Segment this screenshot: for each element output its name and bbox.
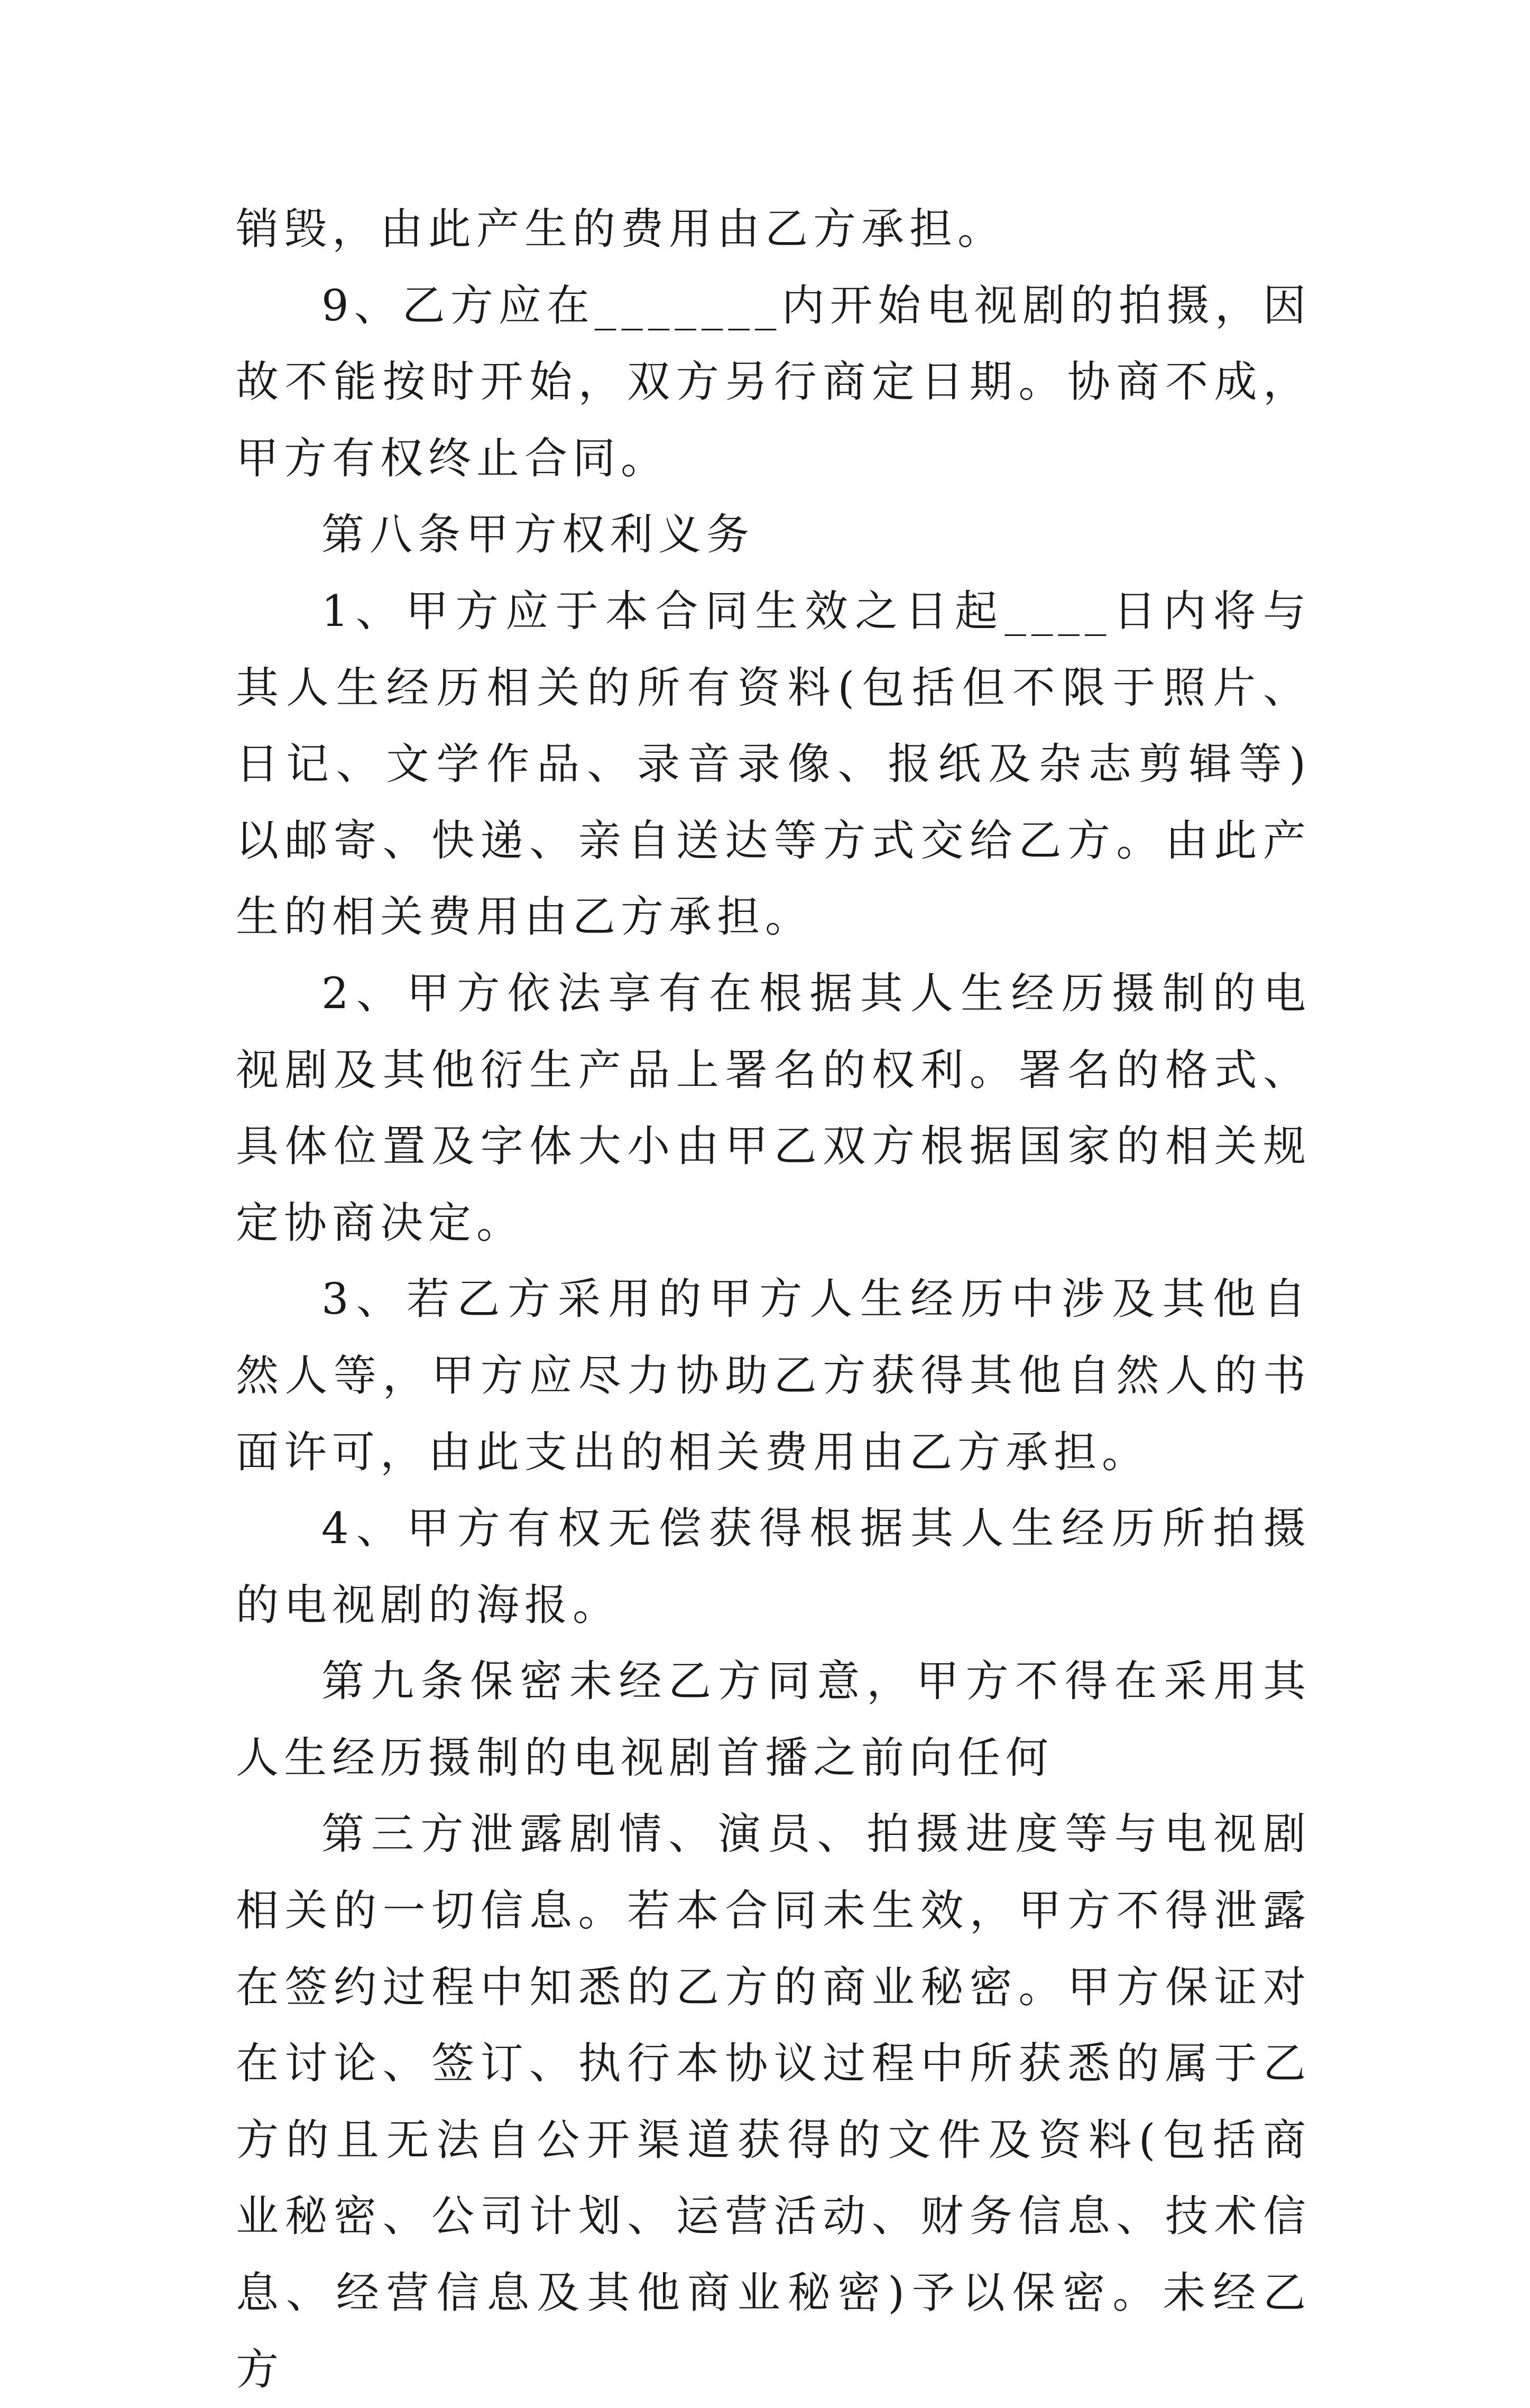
- paragraph-article-9: 第九条保密未经乙方同意，甲方不得在采用其人生经历摄制的电视剧首播之前向任何: [236, 1657, 1311, 1783]
- paragraph-article-9-continued: 第三方泄露剧情、演员、拍摄进度等与电视剧相关的一切信息。若本合同未生效，甲方不得泄露在签约过程中知悉的乙方的商业秘密。甲方保证对在讨论、签订、执行本协议过程中所获悉的属于乙方的且无法自公开渠道获得的文件及资料(包括商业秘密、公司计划、运营活动、财务信息、技术信息、经营信息及其他商业秘密)予以保密。未经乙方: [236, 1810, 1311, 2395]
- paragraph-clause-1: 1、甲方应于本合同生效之日起____日内将与其人生经历相关的所有资料(包括但不限于照片、日记、文学作品、录音录像、报纸及杂志剪辑等)以邮寄、快递、亲自送达等方式交给乙方。由此产生的相关费用由乙方承担。: [236, 586, 1311, 943]
- paragraph-clause-3: 3、若乙方采用的甲方人生经历中涉及其他自然人等，甲方应尽力协助乙方获得其他自然人的书面许可，由此支出的相关费用由乙方承担。: [236, 1275, 1311, 1478]
- paragraph-clause-4: 4、甲方有权无偿获得根据其人生经历所拍摄的电视剧的海报。: [236, 1504, 1311, 1630]
- paragraph-clause-9: 9、乙方应在_______内开始电视剧的拍摄，因故不能按时开始，双方另行商定日期。协商不成，甲方有权终止合同。: [236, 281, 1311, 484]
- contract-text-body: [236, 191, 1311, 2408]
- section-heading-article-8: 第八条甲方权利义务: [321, 510, 755, 560]
- paragraph-continuation: 销毁，由此产生的费用由乙方承担。: [236, 205, 1006, 254]
- paragraph-clause-2: 2、甲方依法享有在根据其人生经历摄制的电视剧及其他衍生产品上署名的权利。署名的格式、具体位置及字体大小由甲乙双方根据国家的相关规定协商决定。: [236, 968, 1311, 1248]
